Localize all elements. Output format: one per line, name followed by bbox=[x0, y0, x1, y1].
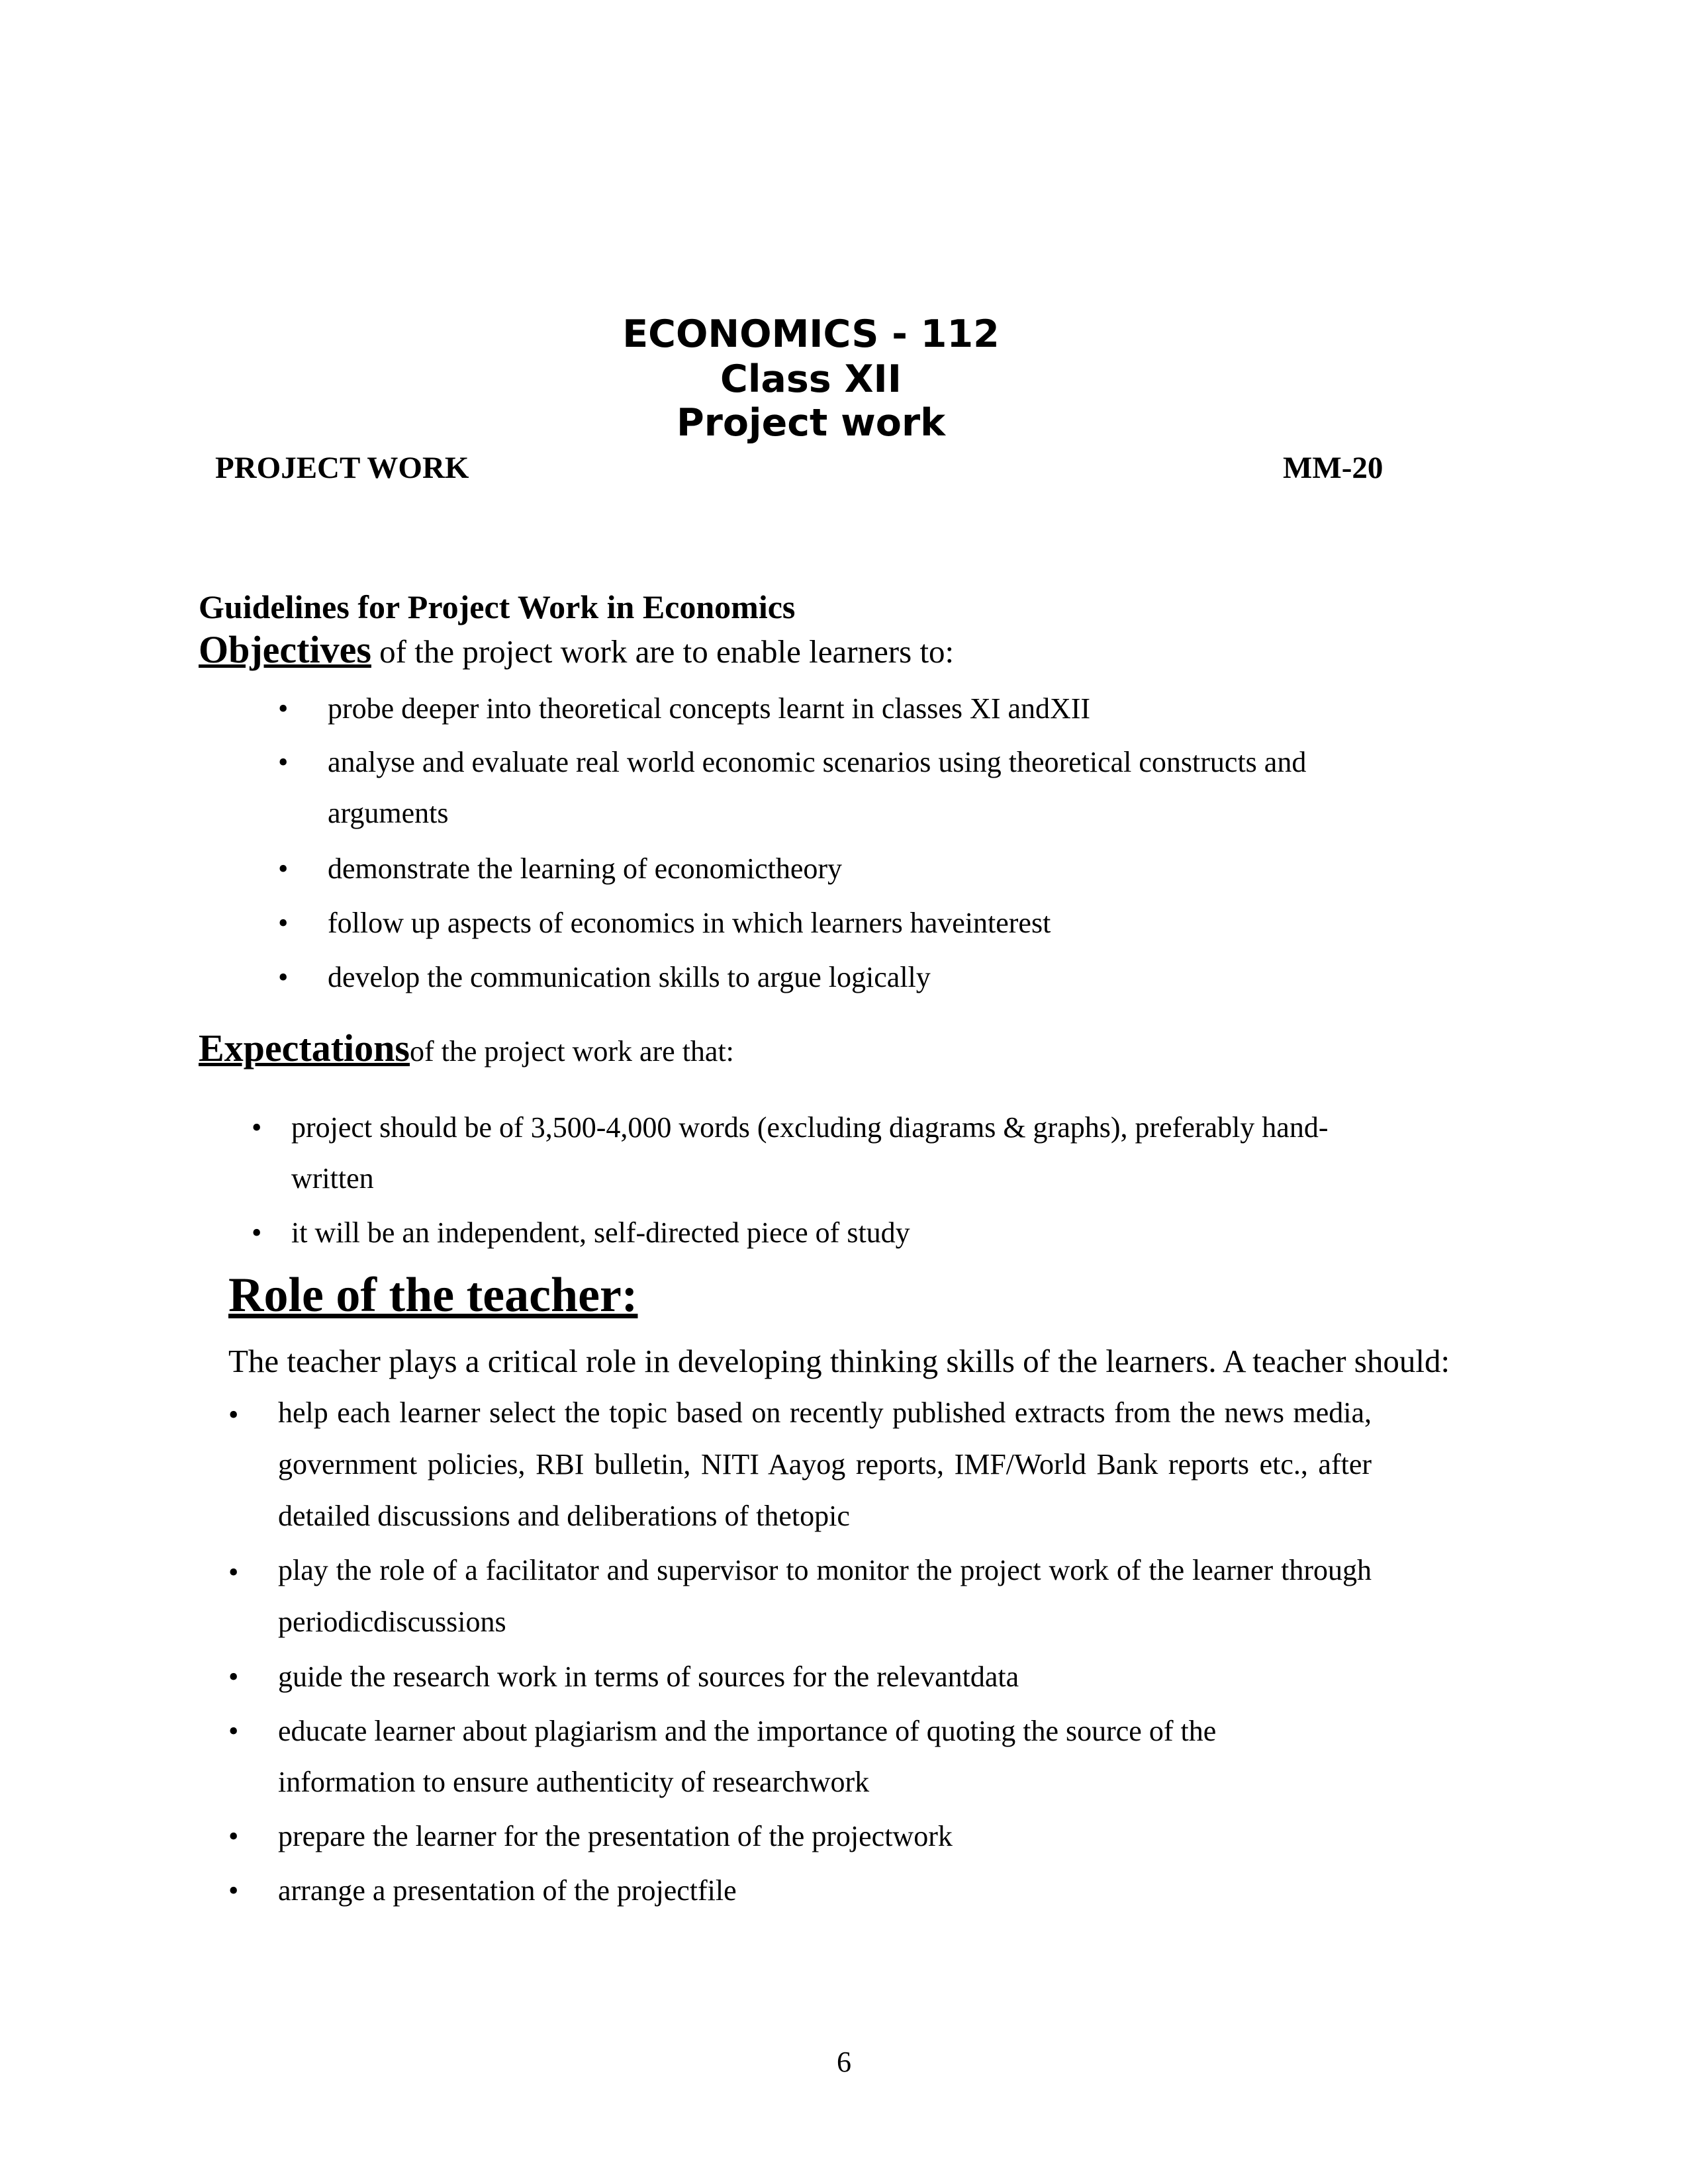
bullet-icon: • bbox=[228, 1715, 239, 1747]
teacher-intro: The teacher plays a critical role in developing thinking skills of the learners. A teacher should: bbox=[228, 1343, 1450, 1379]
objectives-line bbox=[199, 627, 954, 672]
list-item: analyse and evaluate real world economic scenarios using theoretical constructs and bbox=[328, 746, 1307, 778]
list-item-continuation: information to ensure authenticity of researchwork bbox=[278, 1766, 870, 1798]
objectives-label: Objectives bbox=[199, 628, 371, 671]
list-item: it will be an independent, self-directed piece of study bbox=[291, 1216, 910, 1249]
list-item: educate learner about plagiarism and the importance of quoting the source of the bbox=[278, 1715, 1217, 1747]
list-item: demonstrate the learning of economictheory bbox=[328, 852, 843, 885]
list-item-continuation: arguments bbox=[328, 797, 449, 829]
doc-title: ECONOMICS - 112 bbox=[622, 312, 1000, 356]
list-item: probe deeper into theoretical concepts learnt in classes XI andXII bbox=[328, 692, 1091, 725]
list-item: prepare the learner for the presentation of the projectwork bbox=[278, 1820, 953, 1852]
max-marks-label: MM-20 bbox=[1283, 451, 1383, 485]
bullet-icon: • bbox=[278, 692, 289, 725]
bullet-icon: • bbox=[252, 1111, 262, 1144]
bullet-icon: • bbox=[278, 852, 289, 885]
expectations-line bbox=[199, 1026, 734, 1070]
expectations-label: Expectations bbox=[199, 1026, 410, 1069]
expectations-intro: of the project work are that: bbox=[410, 1035, 734, 1068]
bullet-icon: • bbox=[278, 746, 289, 778]
bullet-icon: • bbox=[228, 1398, 239, 1431]
project-work-label: PROJECT WORK bbox=[215, 451, 469, 485]
list-item: project should be of 3,500-4,000 words (excluding diagrams & graphs), preferably hand- bbox=[291, 1111, 1329, 1144]
bullet-icon: • bbox=[228, 1556, 239, 1588]
bullet-icon: • bbox=[228, 1661, 239, 1693]
list-item: guide the research work in terms of sources for the relevantdata bbox=[278, 1661, 1019, 1693]
list-item: follow up aspects of economics in which learners haveinterest bbox=[328, 907, 1051, 939]
doc-class: Class XII bbox=[720, 357, 902, 401]
bullet-icon: • bbox=[252, 1216, 262, 1249]
bullet-icon: • bbox=[228, 1874, 239, 1907]
teacher-heading: Role of the teacher: bbox=[228, 1268, 638, 1322]
bullet-icon: • bbox=[278, 907, 289, 939]
doc-subtitle: Project work bbox=[677, 401, 945, 445]
bullet-icon: • bbox=[278, 961, 289, 993]
list-item: play the role of a facilitator and supervisor to monitor the project work of the learner through periodicdiscussions bbox=[278, 1554, 1372, 1638]
list-item: develop the communication skills to argue logically bbox=[328, 961, 931, 993]
list-item-continuation: written bbox=[291, 1162, 374, 1195]
bullet-icon: • bbox=[228, 1820, 239, 1852]
list-item: help each learner select the topic based on recently published extracts from the news media, government policies, RBI bulletin, NITI Aayog reports, IMF/World Bank reports etc., after detailed discussions and deliberations of thetopic bbox=[278, 1396, 1372, 1532]
page-number: 6 bbox=[837, 2046, 851, 2078]
guidelines-heading: Guidelines for Project Work in Economics bbox=[199, 588, 796, 625]
objectives-intro: of the project work are to enable learners to: bbox=[371, 633, 955, 670]
list-item: arrange a presentation of the projectfile bbox=[278, 1874, 737, 1907]
